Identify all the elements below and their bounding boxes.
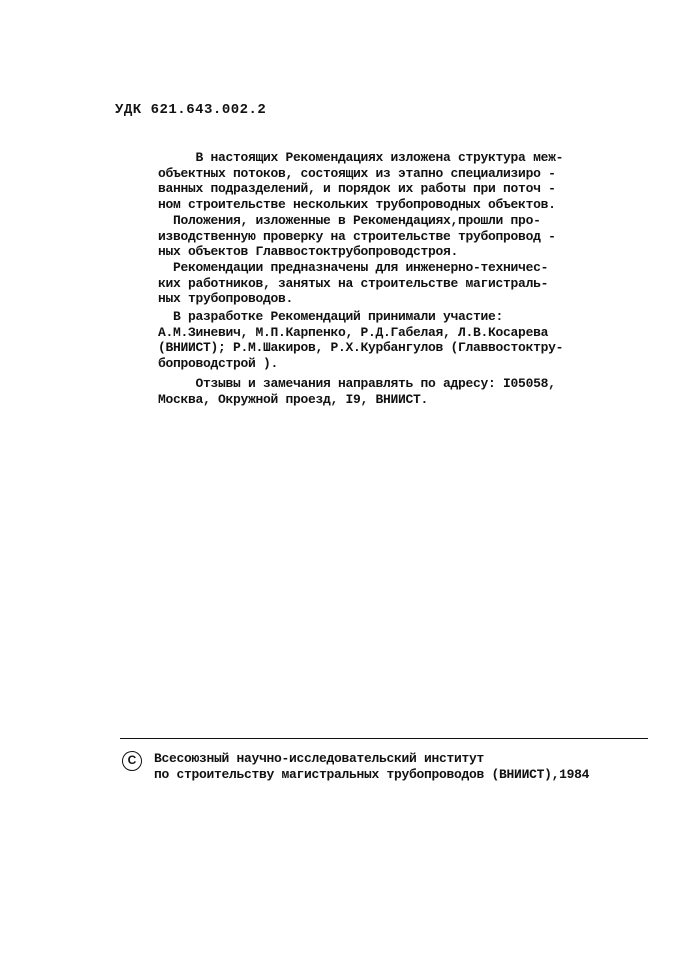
- text-line: Рекомендации предназначены для инженерно-техничес-: [158, 259, 549, 275]
- text-line: ких работников, занятых на строительстве магистраль-: [158, 275, 549, 291]
- text-line: изводственную проверку на строительстве трубопровод -: [158, 228, 556, 244]
- copyright-line-1: Всесоюзный научно-исследовательский институт: [154, 751, 485, 766]
- text-line: ном строительстве нескольких трубопроводных объектов.: [158, 197, 556, 213]
- udc-code: УДК 621.643.002.2: [115, 102, 267, 118]
- text-line: Москва, Окружной проезд, I9, ВНИИСТ.: [158, 391, 429, 407]
- text-line: объектных потоков, состоящих из этапно специализиро -: [158, 165, 556, 181]
- text-line: В разработке Рекомендаций принимали участие:: [158, 309, 504, 325]
- text-line: (ВНИИСТ); Р.М.Шакиров, Р.Х.Курбангулов (Главвостоктру-: [158, 340, 564, 356]
- text-line: ных трубопроводов.: [158, 291, 294, 307]
- copyright-block: [120, 738, 648, 783]
- text-line: Положения, изложенные в Рекомендациях,прошли про-: [158, 212, 541, 228]
- copyright-line-2: по строительству магистральных трубопроводов (ВНИИСТ),1984: [154, 767, 590, 782]
- text-line: Отзывы и замечания направлять по адресу: I05058,: [158, 375, 556, 391]
- copyright-icon: С: [122, 751, 142, 771]
- text-line: В настоящих Рекомендациях изложена структура меж-: [158, 150, 564, 165]
- text-line: ных объектов Главвостоктрубопроводстроя.: [158, 244, 459, 260]
- text-line: ванных подразделений, и порядок их работы при поточ -: [158, 181, 556, 197]
- foreword-text: [158, 150, 618, 407]
- text-line: А.М.Зиневич, М.П.Карпенко, Р.Д.Габелая, Л.В.Косарева: [158, 324, 549, 340]
- text-line: бопроводстрой ).: [158, 356, 279, 372]
